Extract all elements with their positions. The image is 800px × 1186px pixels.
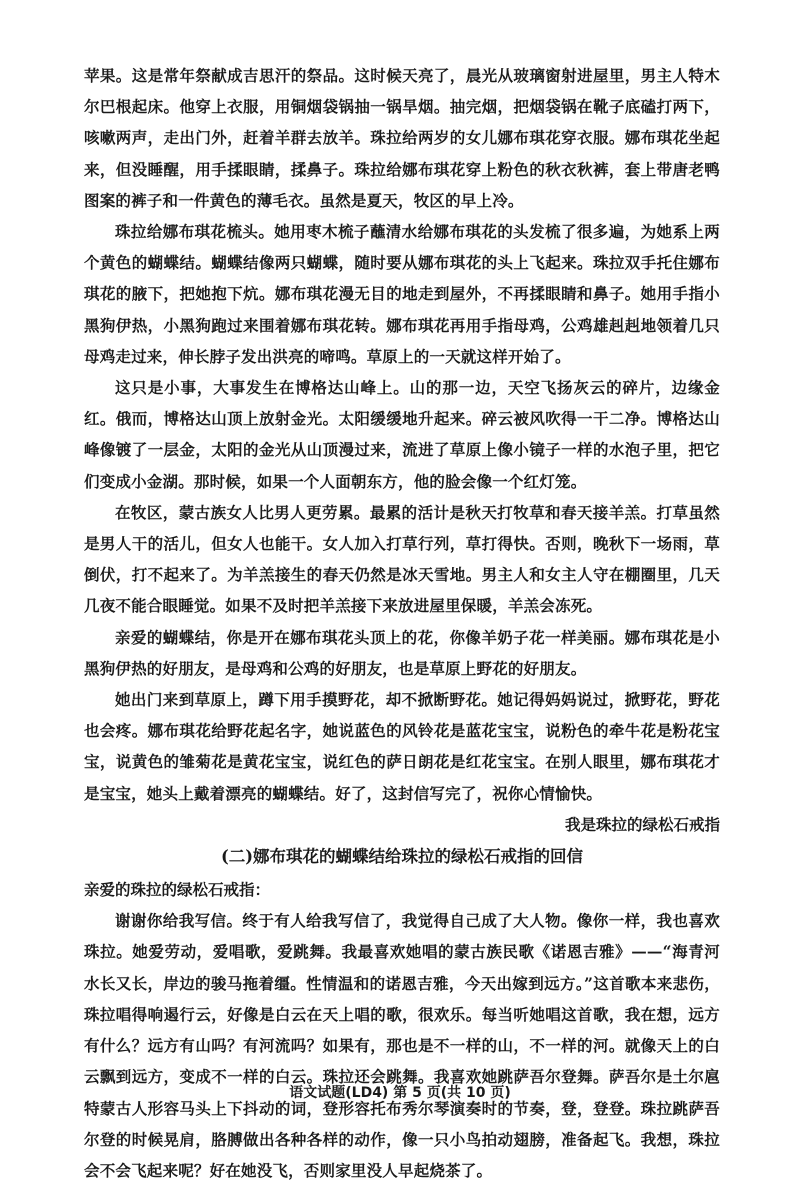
page-footer: 语文试题(LD4) 第 5 页(共 10 页) xyxy=(289,1085,511,1101)
letter-signature: 我是珠拉的绿松石戒指 xyxy=(564,814,720,834)
paragraph: 这只是小事，大事发生在博格达山峰上。山的那一边，天空飞扬灰云的碎片，边缘金红。俄而，博格达山顶上放射金光。太阳缓缓地升起来。碎云被风吹得一干二净。博格达山峰像镀了一层金，太阳的金光从山顶漫过来，流进了草原上像小镜子一样的水泡子里，把它们变成小金湖。那时候，如果一个人面朝东方，他的脸会像一个红灯笼。 xyxy=(84,378,720,491)
section-title: (二)娜布琪花的蝴蝶结给珠拉的绿松石戒指的回信 xyxy=(220,847,584,867)
paragraph: 她出门来到草原上，蹲下用手摸野花，却不掀断野花。她记得妈妈说过，掀野花，野花也会疼。娜布琪花给野花起名字，她说蓝色的风铃花是蓝花宝宝，说粉色的牵牛花是粉花宝宝，说黄色的雏菊花是黄花宝宝，说红色的萨日朗花是红花宝宝。在别人眼里，娜布琪花才是宝宝，她头上戴着漂亮的蝴蝶结。好了，这封信写完了，祝你心情愉快。 xyxy=(84,690,720,803)
document-page xyxy=(84,60,720,1186)
paragraph: 苹果。这是常年祭献成吉思汗的祭品。这时候天亮了，晨光从玻璃窗射进屋里，男主人特木尔巴根起床。他穿上衣服，用铜烟袋锅抽一锅旱烟。抽完烟，把烟袋锅在靴子底磕打两下，咳嗽两声，走出门外，赶着羊群去放羊。珠拉给两岁的女儿娜布琪花穿衣服。娜布琪花坐起来，但没睡醒，用手揉眼睛，揉鼻子。珠拉给娜布琪花穿上粉色的秋衣秋裤，套上带唐老鸭图案的裤子和一件黄色的薄毛衣。虽然是夏天，牧区的早上冷。 xyxy=(84,66,720,210)
paragraph: 谢谢你给我写信。终于有人给我写信了，我觉得自己成了大人物。像你一样，我也喜欢珠拉。她爱劳动，爱唱歌，爱跳舞。我最喜欢她唱的蒙古族民歌《诺恩吉雅》——“海青河水长又长，岸边的骏马拖着缰。性情温和的诺恩吉雅，今天出嫁到远方。”这首歌本来悲伤，珠拉唱得响遏行云，好像是白云在天上唱的歌，很欢乐。每当听她唱这首歌，我在想，远方有什么？远方有山吗？有河流吗？如果有，那也是不一样的山，不一样的河。就像天上的白云飘到远方，变成不一样的白云。珠拉还会跳舞。我喜欢她跳萨吾尔登舞。萨吾尔是土尔扈特蒙古人形容马头上下抖动的词，登形容托布秀尔琴演奏时的节奏，登，登登。珠拉跳萨吾尔登的时候晃肩，胳膊做出各种各样的动作，像一只小鸟拍动翅膀，准备起飞。我想，珠拉会不会飞起来呢？好在她没飞，否则家里没人早起烧茶了。 xyxy=(84,911,720,1180)
paragraph: 在牧区，蒙古族女人比男人更劳累。最累的活计是秋天打牧草和春天接羊羔。打草虽然是男人干的活儿，但女人也能干。女人加入打草行列，草打得快。否则，晚秋下一场雨，草倒伏，打不起来了。为羊羔接生的春天仍然是冰天雪地。男主人和女主人守在棚圈里，几天几夜不能合眼睡觉。如果不及时把羊羔接下来放进屋里保暖，羊羔会冻死。 xyxy=(84,502,720,616)
paragraph: 珠拉给娜布琪花梳头。她用枣木梳子蘸清水给娜布琪花的头发梳了很多遍，为她系上两个黄色的蝴蝶结。蝴蝶结像两只蝴蝶，随时要从娜布琪花的头上飞起来。珠拉双手托住娜布琪花的腋下，把她抱下炕。娜布琪花漫无目的地走到屋外，不再揉眼睛和鼻子。她用手指小黑狗伊热，小黑狗跑过来围着娜布琪花转。娜布琪花再用手指母鸡，公鸡雄赳赳地领着几只母鸡走过来，伸长脖子发出洪亮的啼鸣。草原上的一天就这样开始了。 xyxy=(84,222,720,366)
letter-salutation: 亲爱的珠拉的绿松石戒指： xyxy=(84,880,271,900)
paragraph: 亲爱的蝴蝶结，你是开在娜布琪花头顶上的花，你像羊奶子花一样美丽。娜布琪花是小黑狗伊热的好朋友，是母鸡和公鸡的好朋友，也是草原上野花的好朋友。 xyxy=(84,627,720,678)
